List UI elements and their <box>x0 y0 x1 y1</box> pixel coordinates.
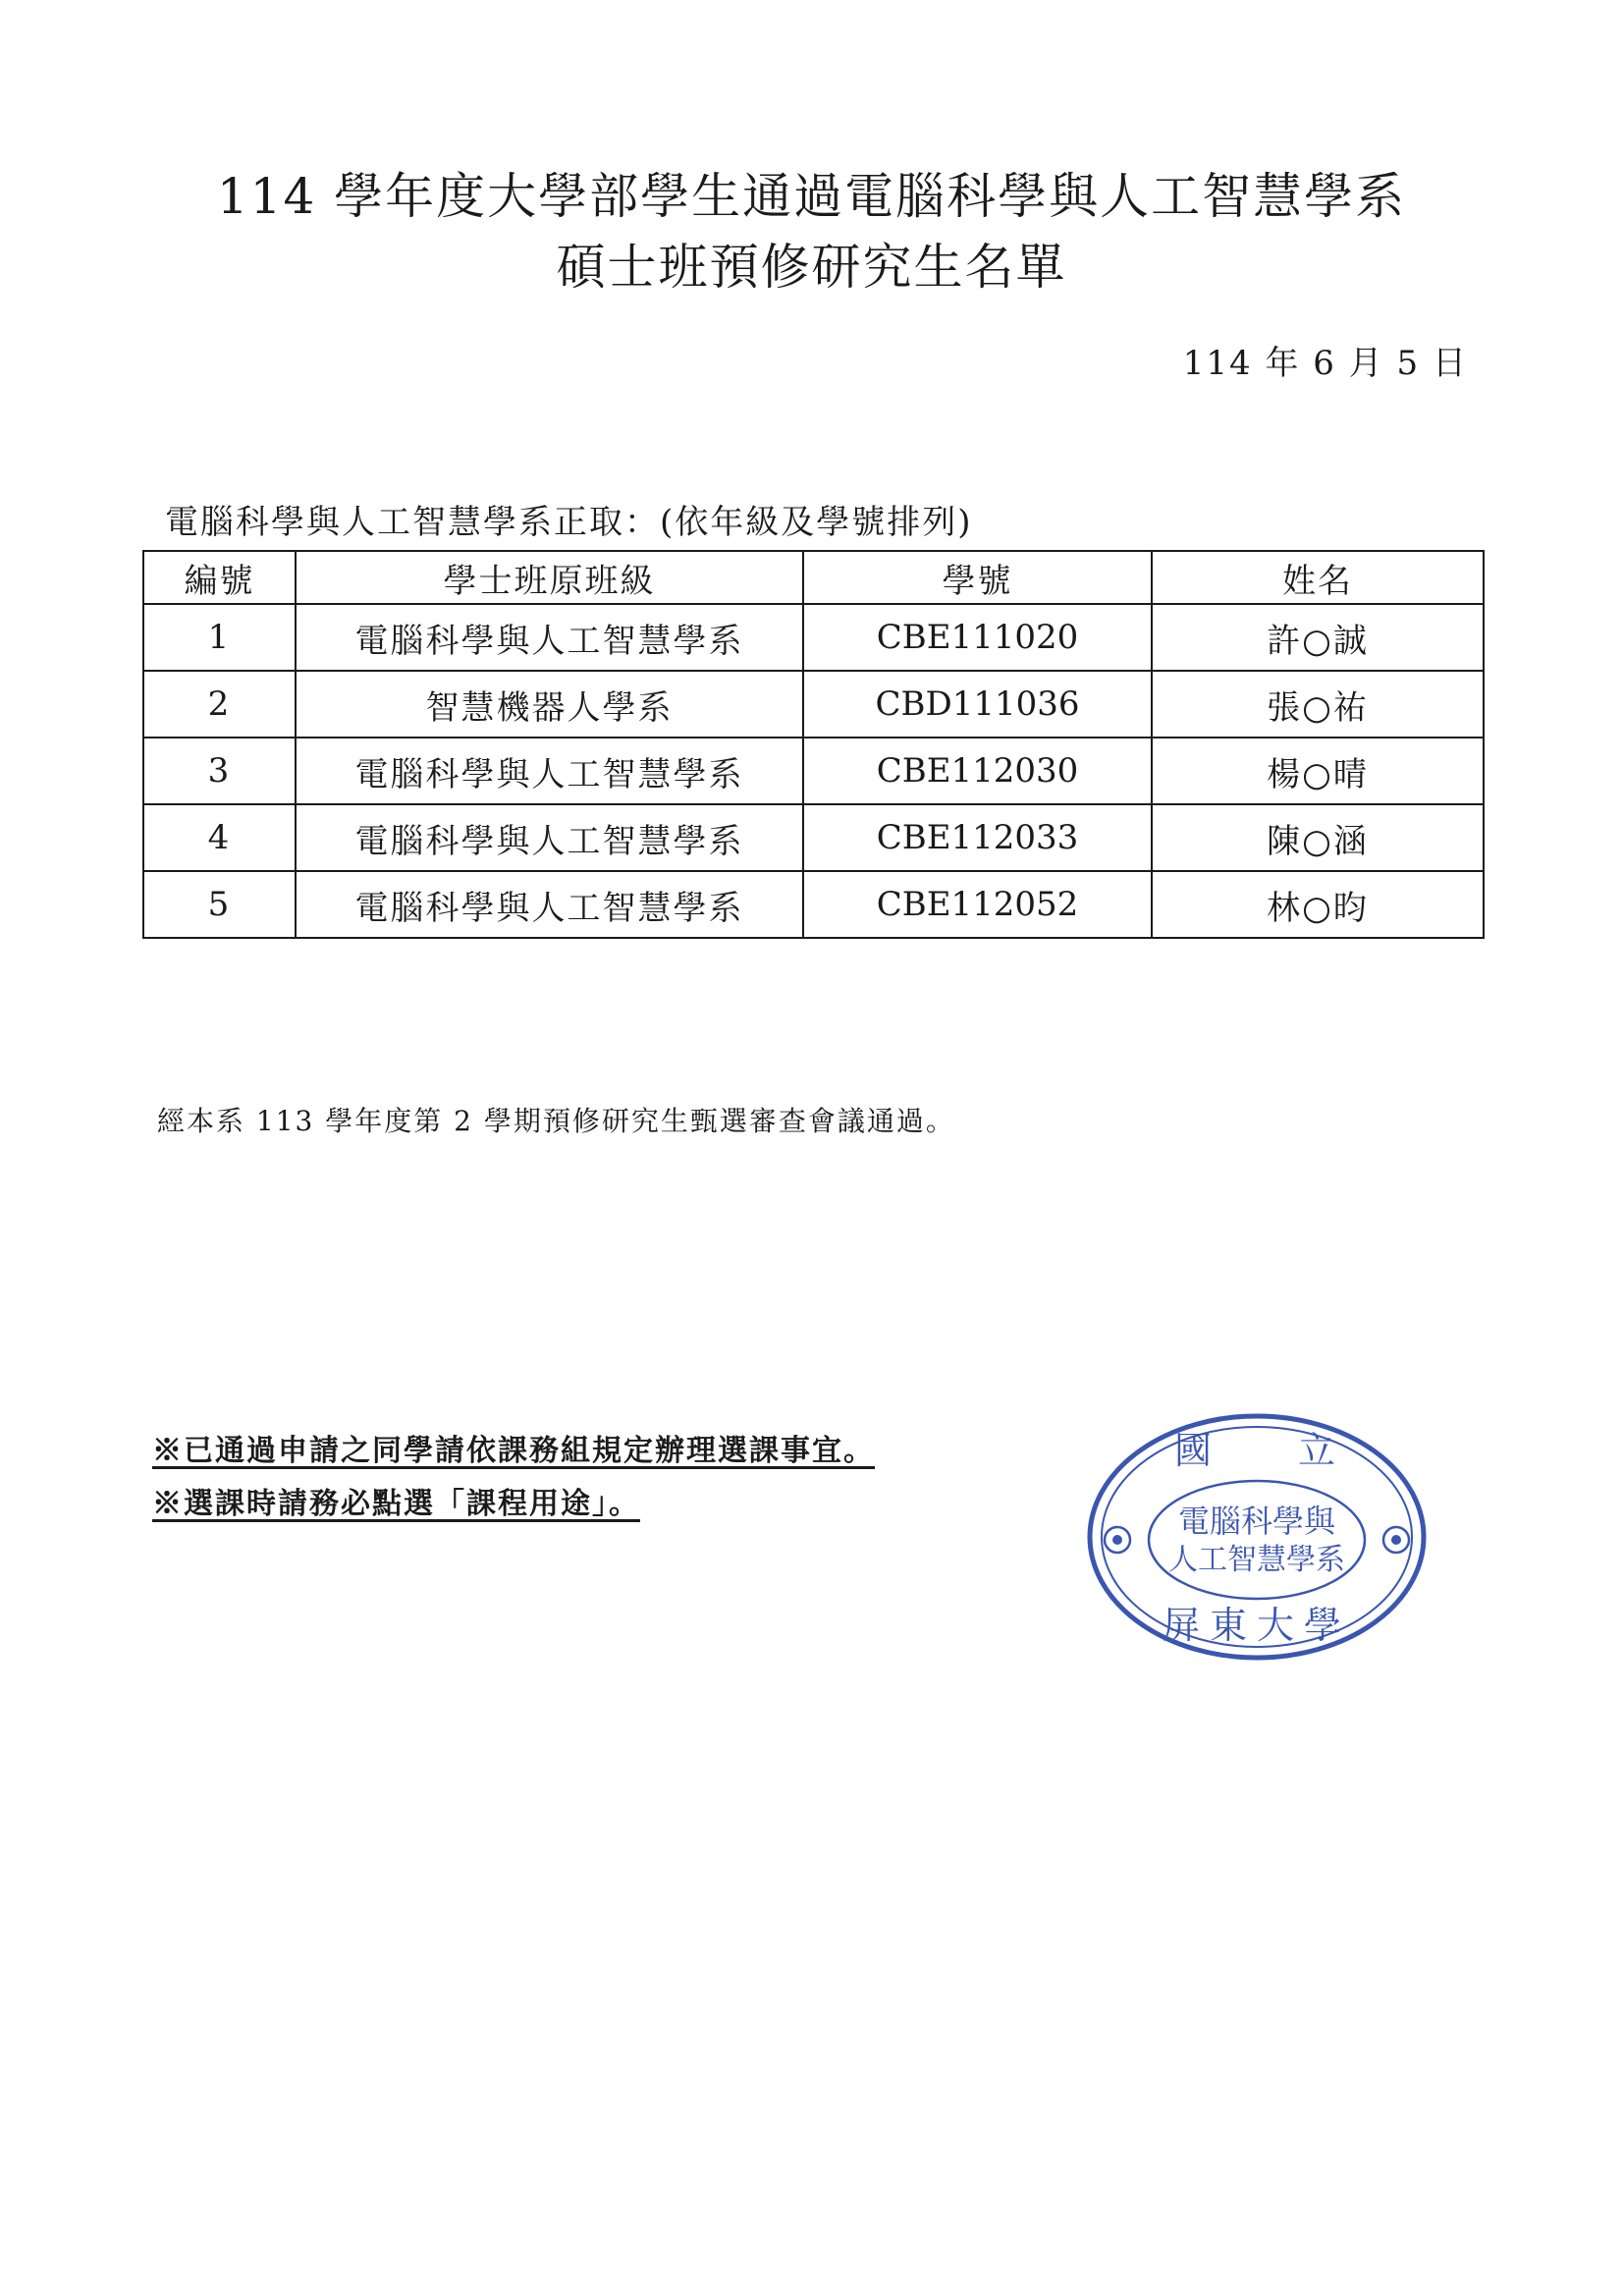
cell-number: 4 <box>143 804 296 871</box>
table-row <box>143 871 1484 938</box>
column-header-student-id: 學號 <box>803 551 1152 604</box>
course-selection-notice: ※已通過申請之同學請依課務組規定辦理選課事宜。 <box>152 1434 875 1468</box>
table-row <box>143 738 1484 804</box>
cell-number: 2 <box>143 671 296 738</box>
cell-name: 陳○涵 <box>1152 804 1484 871</box>
cell-number: 5 <box>143 871 296 938</box>
seal-department-line2: 人工智慧學系 <box>1168 1543 1345 1577</box>
document-title-line2: 碩士班預修研究生名單 <box>556 239 1067 296</box>
cell-name: 林○昀 <box>1152 871 1484 938</box>
seal-top-text: 國 立 <box>1173 1429 1340 1472</box>
cell-class: 電腦科學與人工智慧學系 <box>296 604 803 671</box>
table-row <box>143 604 1484 671</box>
admission-table <box>142 550 1485 939</box>
seal-department-line1: 電腦科學與 <box>1177 1503 1336 1540</box>
university-seal <box>1080 1404 1434 1669</box>
column-header-name: 姓名 <box>1152 551 1484 604</box>
cell-student-id: CBD111036 <box>803 671 1152 738</box>
cell-number: 3 <box>143 738 296 804</box>
issue-date: 114 年 6 月 5 日 <box>1182 344 1468 383</box>
cell-name: 張○祐 <box>1152 671 1484 738</box>
cell-student-id: CBE112030 <box>803 738 1152 804</box>
cell-name: 許○誠 <box>1152 604 1484 671</box>
cell-student-id: CBE112033 <box>803 804 1152 871</box>
cell-number: 1 <box>143 604 296 671</box>
cell-name: 楊○晴 <box>1152 738 1484 804</box>
cell-class: 電腦科學與人工智慧學系 <box>296 871 803 938</box>
cell-student-id: CBE111020 <box>803 604 1152 671</box>
table-row <box>143 671 1484 738</box>
document-title-line1: 114 學年度大學部學生通過電腦科學與人工智慧學系 <box>216 168 1407 225</box>
cell-class: 智慧機器人學系 <box>296 671 803 738</box>
cell-class: 電腦科學與人工智慧學系 <box>296 738 803 804</box>
approval-note: 經本系 113 學年度第 2 學期預修研究生甄選審查會議通過。 <box>157 1105 955 1137</box>
table-row <box>143 804 1484 871</box>
cell-class: 電腦科學與人工智慧學系 <box>296 804 803 871</box>
course-purpose-notice: ※選課時請務必點選「課程用途」。 <box>152 1487 640 1521</box>
cell-student-id: CBE112052 <box>803 871 1152 938</box>
seal-bottom-text: 屏東大學 <box>1162 1604 1352 1647</box>
column-header-number: 編號 <box>143 551 296 604</box>
column-header-class: 學士班原班級 <box>296 551 803 604</box>
plum-blossom-left-icon <box>1105 1527 1130 1553</box>
table-caption: 電腦科學與人工智慧學系正取：(依年級及學號排列) <box>165 503 973 542</box>
table-header-row <box>143 551 1484 604</box>
plum-blossom-right-icon <box>1383 1527 1409 1553</box>
